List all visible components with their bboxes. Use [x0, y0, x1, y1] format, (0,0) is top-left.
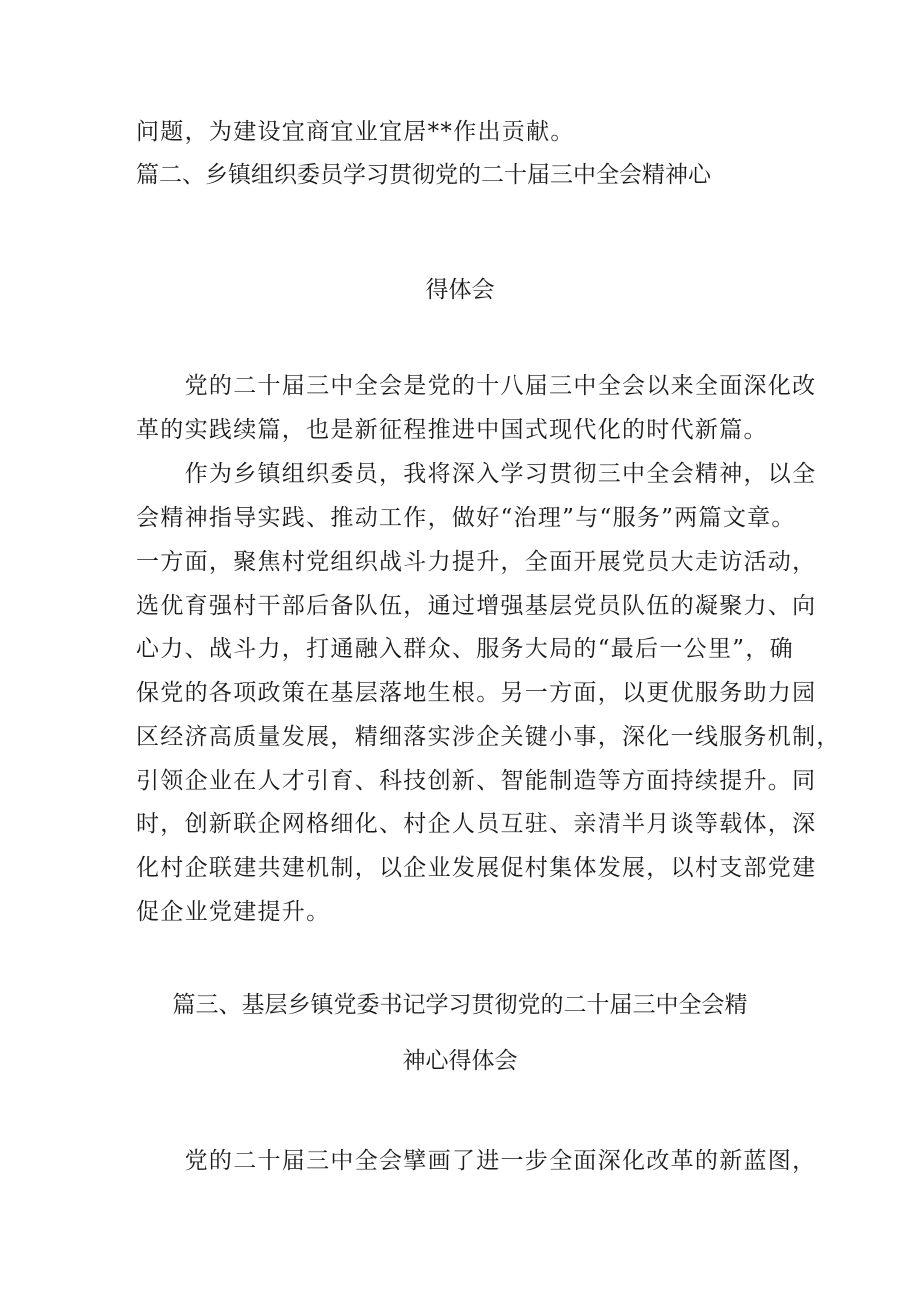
section3-title-line2: 神心得体会: [402, 1048, 518, 1074]
section2-line: 保党的各项政策在基层落地生根。另一方面，以更优服务助力园: [136, 680, 817, 706]
section2-line: 党的二十届三中全会是党的十八届三中全会以来全面深化改: [136, 373, 817, 399]
section2-line: 选优育强村干部后备队伍，通过增强基层党员队伍的凝聚力、向: [136, 593, 817, 619]
section2-line: 促企业党建提升。: [136, 899, 331, 925]
section2-title-line1: 篇二、乡镇组织委员学习贯彻党的二十届三中全会精神心: [136, 162, 711, 188]
section2-line: 引领企业在人才引育、科技创新、智能制造等方面持续提升。同: [136, 768, 817, 794]
section2-title-line2: 得体会: [425, 277, 495, 303]
section3-line: 党的二十届三中全会擘画了进一步全面深化改革的新蓝图，: [136, 1148, 817, 1174]
section2-line: 革的实践续篇，也是新征程推进中国式现代化的时代新篇。: [136, 417, 768, 443]
section2-line: 化村企联建共建机制，以企业发展促村集体发展，以村支部党建: [136, 855, 817, 881]
section3-title-line1: 篇三、基层乡镇党委书记学习贯彻党的二十届三中全会精: [172, 992, 748, 1018]
section2-line: 区经济高质量发展，精细落实涉企关键小事，深化一线服务机制，: [136, 724, 841, 750]
section2-line: 作为乡镇组织委员，我将深入学习贯彻三中全会精神，以全: [136, 461, 817, 487]
intro-tail-paragraph: 问题，为建设宜商宜业宜居**作出贡献。: [136, 119, 575, 145]
section2-line: 一方面，聚焦村党组织战斗力提升，全面开展党员大走访活动，: [136, 549, 817, 575]
section2-line: 心力、战斗力，打通融入群众、服务大局的“最后一公里”，确: [136, 636, 794, 662]
section2-line: 会精神指导实践、推动工作，做好“治理”与“服务”两篇文章。: [136, 505, 796, 531]
section2-line: 时，创新联企网格细化、村企人员互驻、亲清半月谈等载体，深: [136, 811, 817, 837]
